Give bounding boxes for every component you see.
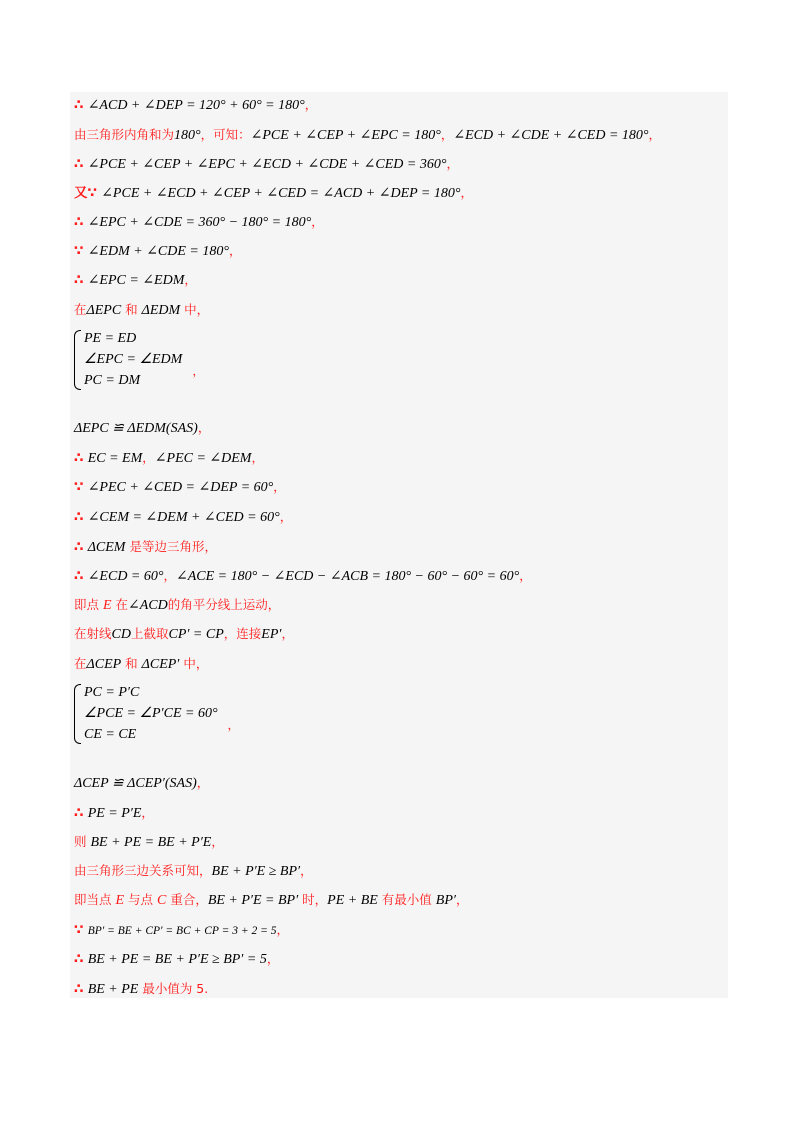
step-19: ∴ PE = P′E，: [74, 805, 154, 821]
step-16: 在射线CD上截取CP′ = CP，连接EP′，: [74, 626, 294, 642]
step-25: ∴ BE + PE 最小值为 5.: [74, 981, 209, 997]
step-22: 即当点 E 与点 C 重合，BE + P′E = BP′ 时，PE + BE 有最小值 BP′，: [74, 892, 469, 908]
step-12: ∴ ∠CEM = ∠DEM + ∠CED = 60°，: [74, 509, 293, 525]
system-row: CE = CE: [84, 727, 137, 742]
system-tail: ，: [227, 718, 240, 732]
brace: [74, 684, 81, 744]
step-8: 在ΔEPC 和 ΔEDM 中，: [74, 302, 210, 318]
step-3: ∴ ∠PCE + ∠CEP + ∠EPC + ∠ECD + ∠CDE + ∠CED = 360°，: [74, 156, 459, 172]
step-21: 由三角形三边关系可知，BE + P′E ≥ BP′，: [74, 863, 313, 879]
step-6: ∵ ∠EDM + ∠CDE = 180°，: [74, 243, 242, 259]
system-row: ∠EPC = ∠EDM: [84, 352, 183, 367]
system-tail: ，: [192, 364, 205, 378]
step-1: ∴ ∠ACD + ∠DEP = 120° + 60° = 180°，: [74, 97, 318, 113]
step-2: 由三角形内角和为180°，可知：∠PCE + ∠CEP + ∠EPC = 180°，∠ECD + ∠CDE + ∠CED = 180°，: [74, 127, 662, 143]
step-20: 则 BE + PE = BE + P′E，: [74, 834, 224, 850]
step-4: 又∵ ∠PCE + ∠ECD + ∠CEP + ∠CED = ∠ACD + ∠DEP = 180°，: [74, 185, 473, 201]
equation-system-1: [74, 328, 204, 391]
brace: [74, 330, 81, 390]
step-15: 即点 E 在∠ACD的角平分线上运动，: [74, 597, 281, 613]
step-13: ∴ ΔCEM 是等边三角形，: [74, 539, 217, 555]
equation-system-2: [74, 682, 240, 745]
step-17: 在ΔCEP 和 ΔCEP′ 中，: [74, 656, 209, 672]
step-18: ΔCEP ≌ ΔCEP′(SAS)，: [74, 775, 210, 791]
system-row: PC = P′C: [84, 685, 140, 700]
step-24: ∴ BE + PE = BE + P′E ≥ BP′ = 5，: [74, 951, 280, 967]
step-10: ∴ EC = EM，∠PEC = ∠DEM，: [74, 450, 264, 466]
step-23: ∵ BP′ = BE + CP′ = BC + CP = 3 + 2 = 5，: [74, 922, 290, 938]
system-row: ∠PCE = ∠P′CE = 60°: [84, 706, 218, 721]
step-7: ∴ ∠EPC = ∠EDM，: [74, 272, 197, 288]
system-row: PE = ED: [84, 331, 137, 346]
step-9: ΔEPC ≌ ΔEDM(SAS)，: [74, 420, 211, 436]
step-14: ∴ ∠ECD = 60°，∠ACE = 180° − ∠ECD − ∠ACB = 180° − 60° − 60° = 60°，: [74, 568, 532, 584]
step-5: ∴ ∠EPC + ∠CDE = 360° − 180° = 180°，: [74, 214, 324, 230]
step-11: ∵ ∠PEC + ∠CED = ∠DEP = 60°，: [74, 479, 286, 495]
system-row: PC = DM: [84, 373, 141, 388]
